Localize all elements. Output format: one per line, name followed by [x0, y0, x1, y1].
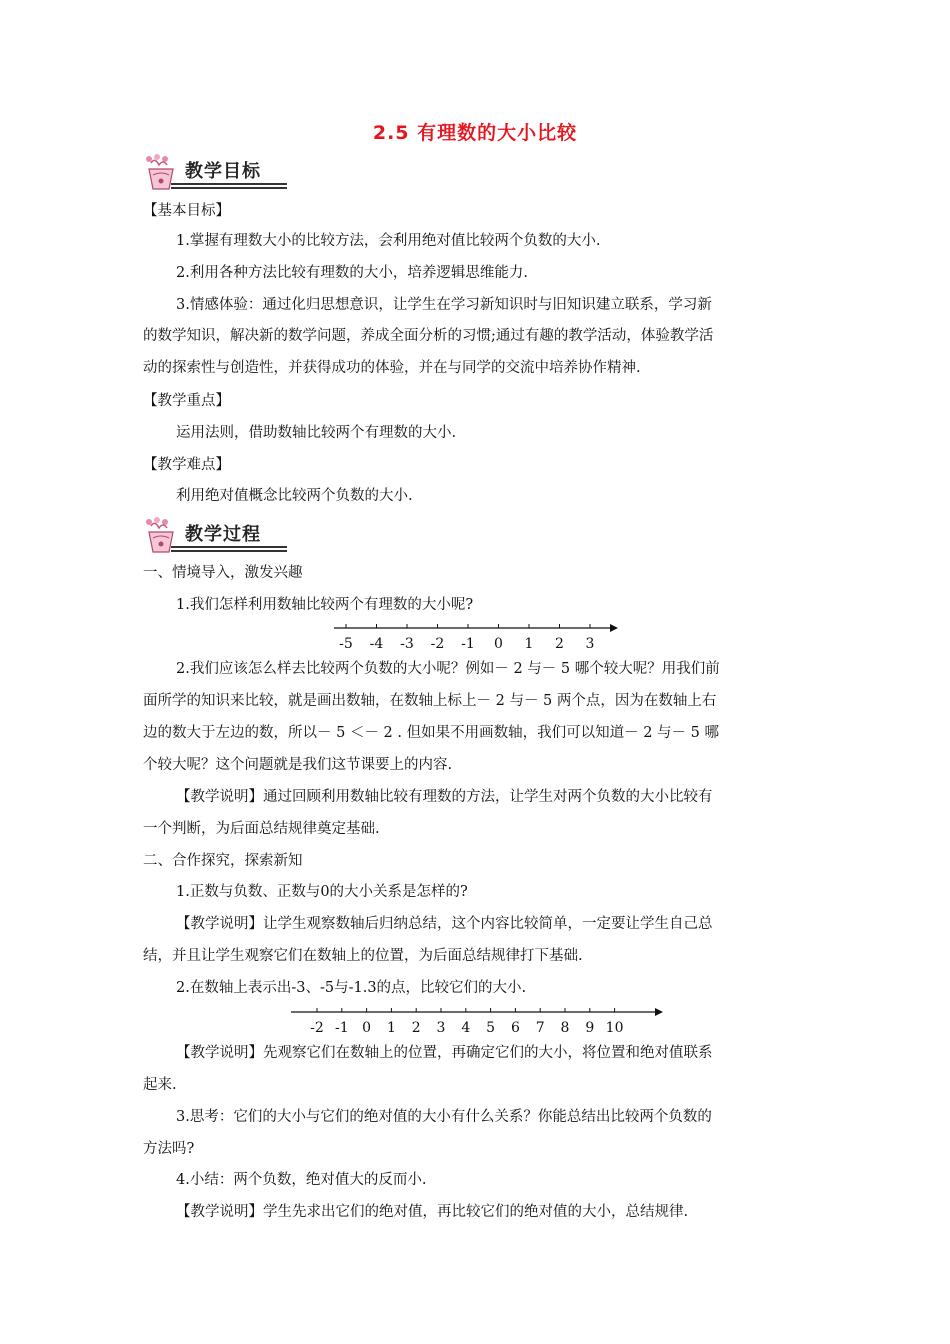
section-banner-label: 教学过程 — [185, 524, 261, 545]
text-line: 【基本目标】 — [143, 203, 230, 219]
text-line: 【教学说明】通过回顾利用数轴比较有理数的方法，让学生对两个负数的大小比较有 — [176, 789, 713, 805]
text-line: 动的探索性与创造性，并获得成功的体验，并在与同学的交流中培养协作精神. — [143, 360, 641, 376]
banner-underline — [171, 187, 287, 189]
text-line: 利用绝对值概念比较两个负数的大小. — [176, 488, 413, 504]
text-line: 【教学说明】让学生观察数轴后归纳总结，这个内容比较简单，一定要让学生自己总 — [176, 916, 713, 932]
page-title: 2.5 有理数的大小比较 — [372, 122, 578, 144]
axis-tick-label: -5 — [339, 636, 353, 652]
section-banner-process — [143, 516, 293, 558]
banner-underline — [171, 550, 287, 552]
text-line: 一个判断，为后面总结规律奠定基础. — [143, 821, 380, 837]
axis-tick-label: -2 — [430, 636, 445, 652]
axis-tick-label: 2 — [555, 636, 564, 652]
axis-tick-label: 10 — [605, 1020, 624, 1036]
section-banner-label: 教学目标 — [185, 161, 261, 182]
text-line: 方法吗? — [143, 1141, 195, 1157]
axis-tick-label: 3 — [436, 1020, 446, 1036]
text-line: 【教学说明】学生先求出它们的绝对值，再比较它们的绝对值的大小，总结规律. — [176, 1204, 689, 1220]
axis-tick-label: 0 — [494, 636, 503, 652]
text-line: 2.利用各种方法比较有理数的大小，培养逻辑思维能力. — [176, 265, 528, 281]
axis-tick-label: 5 — [486, 1020, 496, 1036]
text-line: 个较大呢？这个问题就是我们这节课要上的内容. — [143, 757, 453, 773]
axis-tick-label: -1 — [461, 636, 475, 652]
text-line: 边的数大于左边的数，所以－ 5 ＜－ 2 . 但如果不用画数轴，我们可以知道－ 2 与－ 5 哪 — [143, 725, 719, 741]
axis-tick-label: 4 — [461, 1020, 471, 1036]
text-line: 2.在数轴上表示出-3、-5与-1.3的点，比较它们的大小. — [176, 980, 527, 996]
axis-tick-label: 9 — [585, 1020, 595, 1036]
axis-tick-label: -3 — [400, 636, 414, 652]
text-line: 2.我们应该怎么样去比较两个负数的大小呢？例如－ 2 与－ 5 哪个较大呢？用我们前 — [176, 661, 720, 677]
axis-tick-label: -4 — [369, 636, 384, 652]
axis-tick-label: 6 — [510, 1020, 520, 1036]
axis-tick-label: 0 — [362, 1020, 372, 1036]
text-line: 4.小结：两个负数，绝对值大的反而小. — [176, 1172, 427, 1188]
text-line: 面所学的知识来比较，就是画出数轴，在数轴上标上－ 2 与－ 5 两个点，因为在数轴上右 — [143, 693, 717, 709]
text-line: 1.正数与负数、正数与0的大小关系是怎样的? — [176, 884, 468, 900]
axis-tick-label: 7 — [535, 1020, 545, 1036]
text-line: 3.情感体验：通过化归思想意识，让学生在学习新知识时与旧知识建立联系，学习新 — [176, 297, 712, 313]
axis-tick-label: -2 — [310, 1020, 324, 1036]
axis-tick-label: 1 — [524, 636, 534, 652]
axis-tick-label: 8 — [560, 1020, 570, 1036]
text-line: 1.我们怎样利用数轴比较两个有理数的大小呢? — [176, 597, 474, 613]
banner-underline — [171, 183, 287, 185]
number-line-1 — [330, 622, 620, 654]
text-line: 【教学说明】先观察它们在数轴上的位置，再确定它们的大小，将位置和绝对值联系 — [176, 1045, 713, 1061]
section-banner-goals — [143, 153, 293, 195]
text-line: 1.掌握有理数大小的比较方法，会利用绝对值比较两个负数的大小. — [176, 233, 601, 249]
axis-arrow — [610, 624, 618, 632]
text-line: 起来. — [143, 1077, 177, 1093]
text-line: 结，并且让学生观察它们在数轴上的位置，为后面总结规律打下基础. — [143, 948, 583, 964]
text-line: 3.思考：它们的大小与它们的绝对值的大小有什么关系？你能总结出比较两个负数的 — [176, 1109, 712, 1125]
text-line: 【教学重点】 — [143, 393, 230, 409]
text-line: 运用法则，借助数轴比较两个有理数的大小. — [176, 425, 457, 441]
axis-tick-label: 3 — [585, 636, 595, 652]
banner-underline — [171, 546, 287, 548]
text-line: 二、合作探究，探索新知 — [143, 853, 303, 869]
text-line: 【教学难点】 — [143, 457, 230, 473]
axis-tick-label: 2 — [411, 1020, 421, 1036]
axis-tick-label: -1 — [334, 1020, 349, 1036]
axis-arrow — [655, 1008, 663, 1016]
text-line: 的数学知识，解决新的数学问题，养成全面分析的习惯;通过有趣的教学活动，体验教学活 — [143, 328, 714, 344]
text-line: 一、情境导入，激发兴趣 — [143, 565, 303, 581]
number-line-2 — [287, 1006, 667, 1038]
axis-tick-label: 1 — [386, 1020, 396, 1036]
